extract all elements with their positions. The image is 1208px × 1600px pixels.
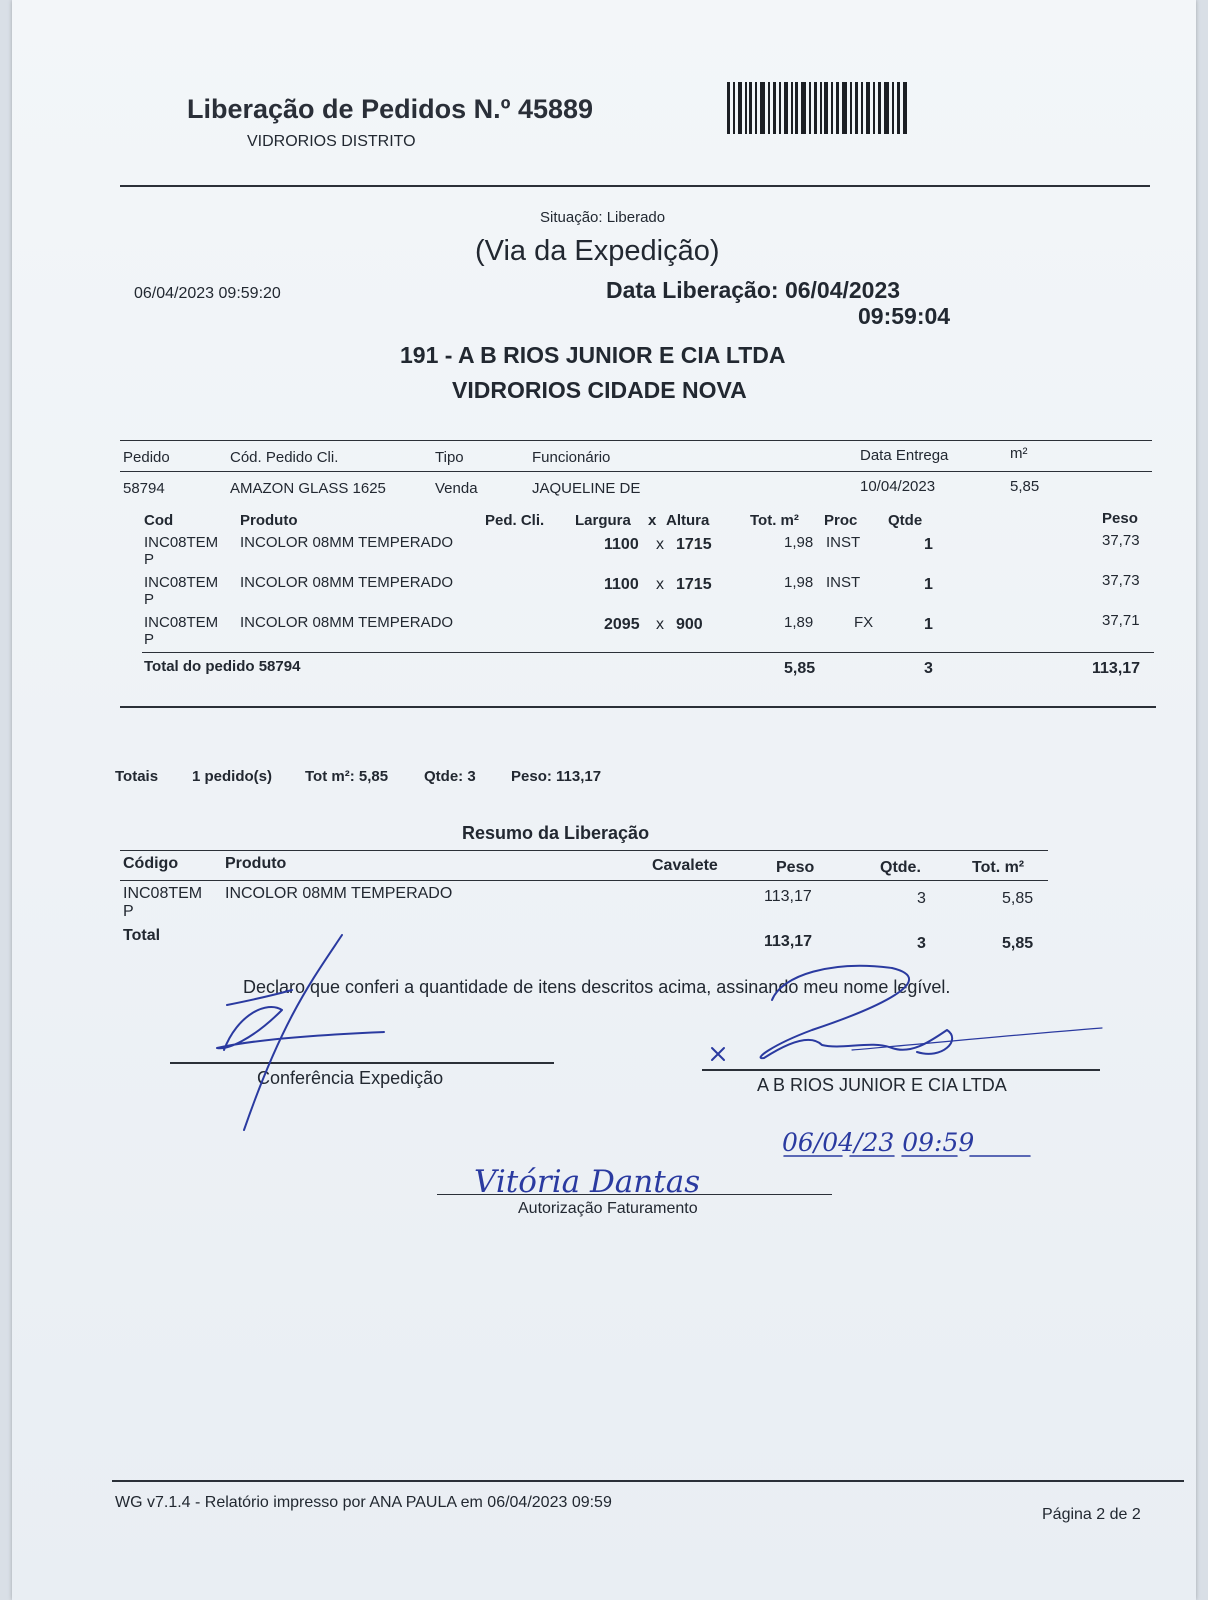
row-cod-cont: P xyxy=(144,591,155,608)
order-total-peso: 113,17 xyxy=(1092,660,1141,677)
order-pedido: 58794 xyxy=(123,480,165,497)
totais-peso: Peso: 113,17 xyxy=(511,768,602,785)
data-liberacao-time: 09:59:04 xyxy=(858,303,951,329)
items-col-qtde: Qtde xyxy=(888,512,923,529)
row-peso: 37,73 xyxy=(1102,572,1140,589)
order-tipo: Venda xyxy=(435,480,478,497)
totais-tot-m2: Tot m²: 5,85 xyxy=(305,768,389,785)
items-col-proc: Proc xyxy=(824,512,858,529)
order-m2: 5,85 xyxy=(1010,478,1040,495)
row-altura: 1715 xyxy=(676,576,712,593)
row-proc: INST xyxy=(826,534,861,551)
col-funcionario: Funcionário xyxy=(532,449,611,466)
items-col-tot-m2: Tot. m² xyxy=(750,512,799,529)
page-number: Página 2 de 2 xyxy=(1042,1506,1141,1523)
items-col-peso: Peso xyxy=(1102,510,1138,527)
col-m2: m² xyxy=(1010,445,1028,462)
col-pedido: Pedido xyxy=(123,449,170,466)
items-col-altura: Altura xyxy=(666,512,710,529)
report-page xyxy=(12,0,1196,1600)
resumo-title: Resumo da Liberação xyxy=(462,823,650,843)
via-label: (Via da Expedição) xyxy=(475,235,720,267)
handwritten-date: 06/04/23 09:59 xyxy=(782,1128,975,1157)
row-cod-cont: P xyxy=(144,631,155,648)
row-proc: INST xyxy=(826,574,861,591)
row-qtde: 1 xyxy=(924,616,933,633)
row-tot-m2: 1,98 xyxy=(784,574,814,591)
resumo-col-qtde: Qtde. xyxy=(880,859,921,876)
resumo-row-codigo-cont: P xyxy=(123,903,134,920)
row-proc: FX xyxy=(854,614,874,631)
items-col-produto: Produto xyxy=(240,512,298,529)
items-col-largura: Largura xyxy=(575,512,631,529)
col-tipo: Tipo xyxy=(435,449,464,466)
row-produto: INCOLOR 08MM TEMPERADO xyxy=(240,534,454,551)
row-x: x xyxy=(656,576,664,593)
cliente-label: A B RIOS JUNIOR E CIA LTDA xyxy=(757,1075,1007,1095)
resumo-row-qtde: 3 xyxy=(917,890,926,907)
resumo-col-codigo: Código xyxy=(123,855,179,872)
row-peso: 37,73 xyxy=(1102,532,1140,549)
resumo-total-label: Total xyxy=(123,927,161,944)
resumo-col-cavalete: Cavalete xyxy=(652,857,718,874)
row-cod: INC08TEM xyxy=(144,614,219,631)
order-total-label: Total do pedido 58794 xyxy=(144,658,301,675)
resumo-total-peso: 113,17 xyxy=(764,933,813,950)
items-col-cod: Cod xyxy=(144,512,174,529)
row-tot-m2: 1,98 xyxy=(784,534,814,551)
row-altura: 1715 xyxy=(676,536,712,553)
row-qtde: 1 xyxy=(924,576,933,593)
company-name: VIDRORIOS DISTRITO xyxy=(247,133,416,150)
row-x: x xyxy=(656,536,664,553)
order-total-m2: 5,85 xyxy=(784,660,816,677)
conferencia-label: Conferência Expedição xyxy=(257,1068,444,1088)
resumo-row-tot-m2: 5,85 xyxy=(1002,890,1034,907)
row-cod: INC08TEM xyxy=(144,534,219,551)
row-largura: 2095 xyxy=(604,616,640,633)
row-cod: INC08TEM xyxy=(144,574,219,591)
row-tot-m2: 1,89 xyxy=(784,614,814,631)
items-col-x: x xyxy=(648,512,657,529)
col-cod-pedido-cli: Cód. Pedido Cli. xyxy=(230,449,339,466)
report-title: Liberação de Pedidos N.º 45889 xyxy=(187,94,594,124)
resumo-col-tot-m2: Tot. m² xyxy=(972,859,1025,876)
resumo-total-qtde: 3 xyxy=(917,935,926,952)
situacao: Situação: Liberado xyxy=(540,209,666,226)
order-funcionario: JAQUELINE DE xyxy=(532,480,641,497)
resumo-row-produto: INCOLOR 08MM TEMPERADO xyxy=(225,885,453,902)
handwritten-signatures xyxy=(12,0,1196,1300)
data-liberacao: Data Liberação: 06/04/2023 xyxy=(606,277,901,303)
row-largura: 1100 xyxy=(604,536,639,553)
order-data-entrega: 10/04/2023 xyxy=(860,478,936,495)
client-store: VIDRORIOS CIDADE NOVA xyxy=(452,377,747,403)
resumo-row-peso: 113,17 xyxy=(764,888,812,905)
items-col-ped-cli: Ped. Cli. xyxy=(485,512,545,529)
footer-printed-by: WG v7.1.4 - Relatório impresso por ANA PAULA em 06/04/2023 09:59 xyxy=(115,1494,612,1511)
totais-qtde: Qtde: 3 xyxy=(424,768,476,785)
row-produto: INCOLOR 08MM TEMPERADO xyxy=(240,574,454,591)
resumo-col-produto: Produto xyxy=(225,855,287,872)
col-data-entrega: Data Entrega xyxy=(860,447,949,464)
totais-pedidos: 1 pedido(s) xyxy=(192,768,273,785)
autorizacao-label: Autorização Faturamento xyxy=(518,1200,698,1217)
declaration-text: Declaro que conferi a quantidade de itens descritos acima, assinando meu nome legível. xyxy=(243,977,951,997)
row-peso: 37,71 xyxy=(1102,612,1140,629)
totais-label: Totais xyxy=(115,768,159,785)
row-produto: INCOLOR 08MM TEMPERADO xyxy=(240,614,454,631)
printed-datetime: 06/04/2023 09:59:20 xyxy=(134,285,281,302)
row-cod-cont: P xyxy=(144,551,155,568)
client-name: 191 - A B RIOS JUNIOR E CIA LTDA xyxy=(400,342,786,368)
handwritten-name: Vitória Dantas xyxy=(474,1164,701,1200)
row-largura: 1100 xyxy=(604,576,639,593)
resumo-total-tot-m2: 5,85 xyxy=(1002,935,1034,952)
row-altura: 900 xyxy=(676,616,703,633)
footer-rule xyxy=(112,1480,1184,1482)
order-cod-pedido-cli: AMAZON GLASS 1625 xyxy=(230,480,386,497)
order-total-qtde: 3 xyxy=(924,660,933,677)
resumo-col-peso: Peso xyxy=(776,859,815,876)
row-qtde: 1 xyxy=(924,536,933,553)
row-x: x xyxy=(656,616,664,633)
resumo-row-codigo: INC08TEM xyxy=(123,885,203,902)
